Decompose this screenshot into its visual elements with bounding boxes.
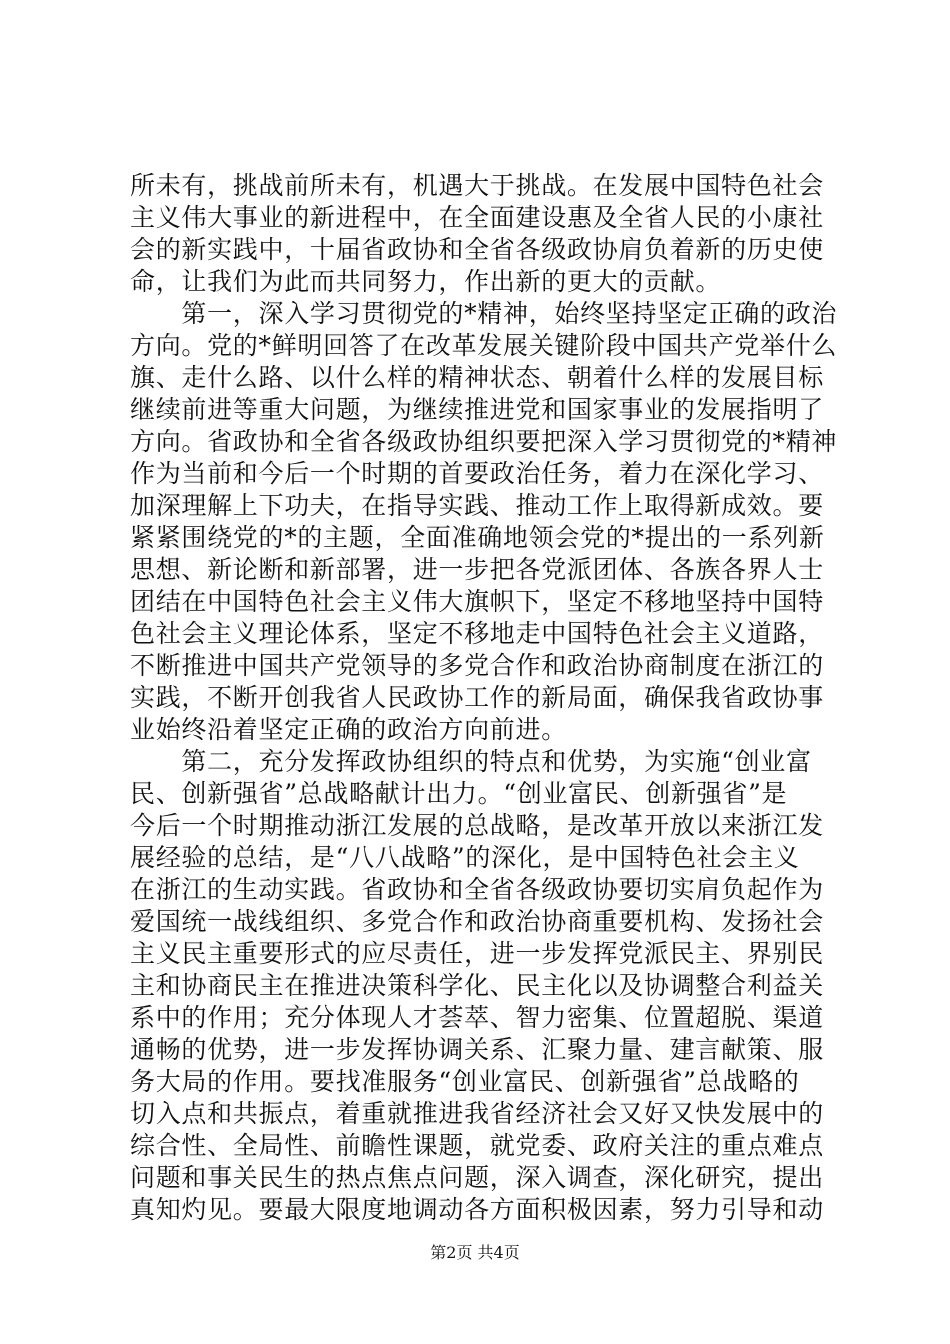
text-line: 真知灼见。要最大限度地调动各方面积极因素，努力引导和动 xyxy=(130,1195,824,1224)
text-line: 方向。省政协和全省各级政协组织要把深入学习贯彻党的*精神 xyxy=(130,427,838,456)
text-line: 方向。党的*鲜明回答了在改革发展关键阶段中国共产党举什么 xyxy=(130,331,838,360)
text-line: 会的新实践中，十届省政协和全省各级政协肩负着新的历史使 xyxy=(130,235,824,264)
text-line: 问题和事关民生的热点焦点问题，深入调查，深化研究，提出 xyxy=(130,1163,824,1192)
text-line: 主和协商民主在推进决策科学化、民主化以及协调整合利益关 xyxy=(130,971,824,1000)
text-line: 主义伟大事业的新进程中，在全面建设惠及全省人民的小康社 xyxy=(130,203,824,232)
text-line: 业始终沿着坚定正确的政治方向前进。 xyxy=(130,715,567,744)
text-line: 第一，深入学习贯彻党的*精神，始终坚持坚定正确的政治 xyxy=(130,299,838,328)
text-line: 加深理解上下功夫，在指导实践、推动工作上取得新成效。要 xyxy=(130,491,824,520)
text-line: 切入点和共振点，着重就推进我省经济社会又好又快发展中的 xyxy=(130,1099,824,1128)
text-line: 民、创新强省”总战略献计出力。“创业富民、创新强省”是 xyxy=(130,779,788,808)
text-line: 展经验的总结，是“八八战略”的深化，是中国特色社会主义 xyxy=(130,843,800,872)
text-line: 继续前进等重大问题，为继续推进党和国家事业的发展指明了 xyxy=(130,395,824,424)
text-line: 团结在中国特色社会主义伟大旗帜下，坚定不移地坚持中国特 xyxy=(130,587,824,616)
text-line: 爱国统一战线组织、多党合作和政治协商重要机构、发扬社会 xyxy=(130,907,824,936)
text-line: 旗、走什么路、以什么样的精神状态、朝着什么样的发展目标 xyxy=(130,363,824,392)
page-number: 第2页 共4页 xyxy=(430,1243,520,1262)
text-line: 务大局的作用。要找准服务“创业富民、创新强省”总战略的 xyxy=(130,1067,800,1096)
text-line: 今后一个时期推动浙江发展的总战略，是改革开放以来浙江发 xyxy=(130,811,824,840)
text-line: 主义民主重要形式的应尽责任，进一步发挥党派民主、界别民 xyxy=(130,939,824,968)
text-line: 色社会主义理论体系，坚定不移地走中国特色社会主义道路， xyxy=(130,619,824,648)
text-line: 思想、新论断和新部署，进一步把各党派团体、各族各界人士 xyxy=(130,555,824,584)
document-body xyxy=(130,170,838,1226)
page-footer xyxy=(0,1240,950,1263)
text-line: 在浙江的生动实践。省政协和全省各级政协要切实肩负起作为 xyxy=(130,875,824,904)
text-line: 作为当前和今后一个时期的首要政治任务，着力在深化学习、 xyxy=(130,459,824,488)
text-line: 实践，不断开创我省人民政协工作的新局面，确保我省政协事 xyxy=(130,683,824,712)
text-line: 所未有，挑战前所未有，机遇大于挑战。在发展中国特色社会 xyxy=(130,171,824,200)
text-line: 不断推进中国共产党领导的多党合作和政治协商制度在浙江的 xyxy=(130,651,824,680)
text-line: 系中的作用；充分体现人才荟萃、智力密集、位置超脱、渠道 xyxy=(130,1003,824,1032)
text-line: 通畅的优势，进一步发挥协调关系、汇聚力量、建言献策、服 xyxy=(130,1035,824,1064)
text-line: 综合性、全局性、前瞻性课题，就党委、政府关注的重点难点 xyxy=(130,1131,824,1160)
text-line: 紧紧围绕党的*的主题，全面准确地领会党的*提出的一系列新 xyxy=(130,523,825,552)
text-line: 第二，充分发挥政协组织的特点和优势，为实施“创业富 xyxy=(130,747,812,776)
text-line: 命，让我们为此而共同努力，作出新的更大的贡献。 xyxy=(130,267,722,296)
